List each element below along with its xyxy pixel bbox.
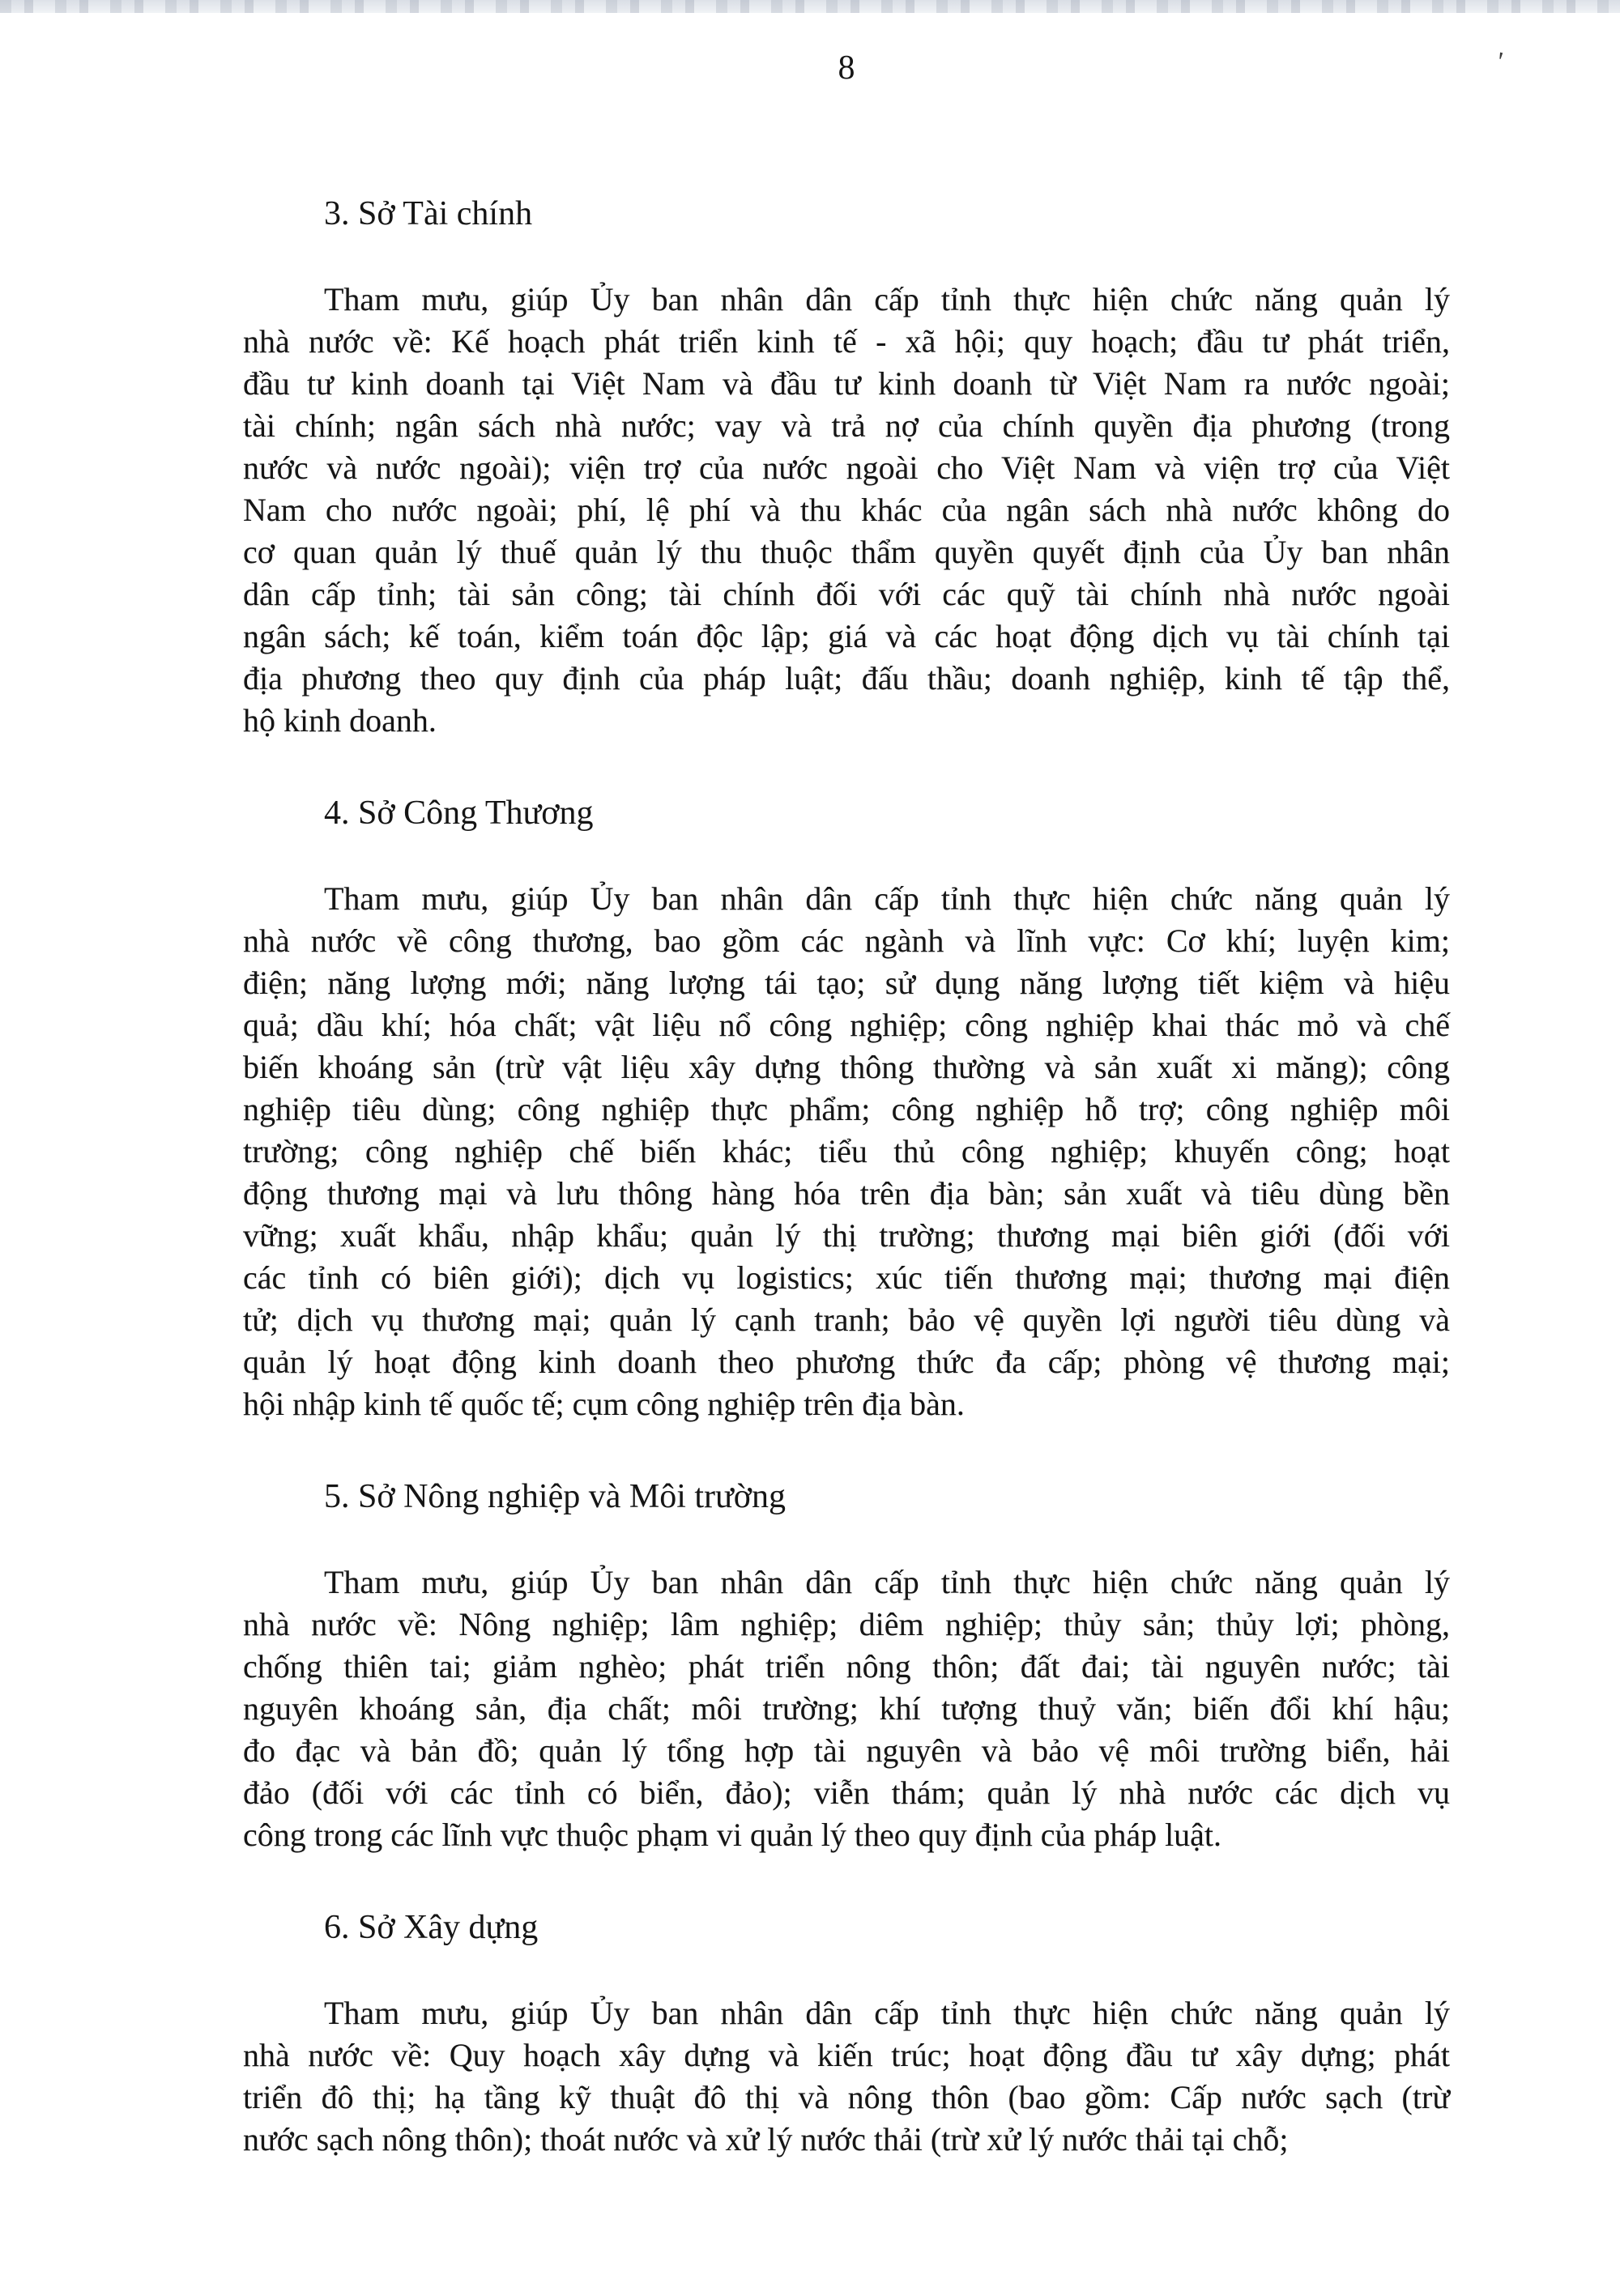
text-line: Nam cho nước ngoài; phí, lệ phí và thu khác của ngân sách nhà nước không do xyxy=(243,492,1450,528)
text-line: địa phương theo quy định của pháp luật; đấu thầu; doanh nghiệp, kinh tế tập thể, xyxy=(243,660,1450,696)
text-line: nhà nước về: Quy hoạch xây dựng và kiến trúc; hoạt động đầu tư xây dựng; phát xyxy=(243,2037,1450,2073)
section-heading: 4. Sở Công Thương xyxy=(324,794,594,832)
text-line: tài chính; ngân sách nhà nước; vay và trả nợ của chính quyền địa phương (trong xyxy=(243,407,1450,444)
text-line: đảo (đối với các tỉnh có biển, đảo); viễn thám; quản lý nhà nước các dịch vụ xyxy=(243,1774,1450,1811)
section-so-tai-chinh xyxy=(243,193,1450,742)
section-so-cong-thuong xyxy=(243,792,1450,1425)
text-line: dân cấp tỉnh; tài sản công; tài chính đối với các quỹ tài chính nhà nước ngoài xyxy=(243,576,1450,612)
text-line: biến khoáng sản (trừ vật liệu xây dựng thông thường và sản xuất xi măng); công xyxy=(243,1049,1450,1085)
text-line: các tỉnh có biên giới); dịch vụ logistics; xúc tiến thương mại; thương mại điện xyxy=(243,1259,1450,1296)
section-paragraph xyxy=(243,1561,1450,1856)
corner-mark: ' xyxy=(1494,46,1506,78)
section-paragraph xyxy=(243,878,1450,1425)
text-line: nguyên khoáng sản, địa chất; môi trường; khí tượng thuỷ văn; biến đổi khí hậu; xyxy=(243,1690,1450,1727)
text-line: công trong các lĩnh vực thuộc phạm vi quản lý theo quy định của pháp luật. xyxy=(243,1817,1222,1853)
text-line: trường; công nghiệp chế biến khác; tiểu thủ công nghiệp; khuyến công; hoạt xyxy=(243,1133,1450,1169)
scan-noise-band xyxy=(0,0,1620,13)
text-line: điện; năng lượng mới; năng lượng tái tạo; sử dụng năng lượng tiết kiệm và hiệu xyxy=(243,965,1450,1001)
text-line: Tham mưu, giúp Ủy ban nhân dân cấp tỉnh thực hiện chức năng quản lý xyxy=(324,1564,1450,1600)
text-line: Tham mưu, giúp Ủy ban nhân dân cấp tỉnh thực hiện chức năng quản lý xyxy=(324,281,1450,317)
text-line: nước sạch nông thôn); thoát nước và xử lý nước thải (trừ xử lý nước thải tại chỗ; xyxy=(243,2121,1289,2158)
section-so-nong-nghiep-va-moi-truong xyxy=(243,1476,1450,1856)
text-line: nước và nước ngoài); viện trợ của nước ngoài cho Việt Nam và viện trợ của Việt xyxy=(243,449,1450,486)
text-line: nhà nước về: Kế hoạch phát triển kinh tế - xã hội; quy hoạch; đầu tư phát triển, xyxy=(243,323,1450,360)
text-line: Tham mưu, giúp Ủy ban nhân dân cấp tỉnh thực hiện chức năng quản lý xyxy=(324,880,1450,917)
text-line: hội nhập kinh tế quốc tế; cụm công nghiệp trên địa bàn. xyxy=(243,1386,965,1422)
text-line: quả; dầu khí; hóa chất; vật liệu nổ công nghiệp; công nghiệp khai thác mỏ và chế xyxy=(243,1007,1450,1043)
section-so-xay-dung xyxy=(243,1906,1450,2161)
text-line: chống thiên tai; giảm nghèo; phát triển nông thôn; đất đai; tài nguyên nước; tài xyxy=(243,1648,1450,1685)
text-line: Tham mưu, giúp Ủy ban nhân dân cấp tỉnh thực hiện chức năng quản lý xyxy=(324,1995,1450,2031)
text-line: triển đô thị; hạ tầng kỹ thuật đô thị và nông thôn (bao gồm: Cấp nước sạch (trừ xyxy=(243,2079,1450,2115)
text-line: vững; xuất khẩu, nhập khẩu; quản lý thị trường; thương mại biên giới (đối với xyxy=(243,1217,1450,1254)
text-line: nghiệp tiêu dùng; công nghiệp thực phẩm; công nghiệp hỗ trợ; công nghiệp môi xyxy=(243,1091,1450,1127)
section-heading: 5. Sở Nông nghiệp và Môi trường xyxy=(324,1478,786,1515)
text-line: tử; dịch vụ thương mại; quản lý cạnh tranh; bảo vệ quyền lợi người tiêu dùng và xyxy=(243,1301,1450,1338)
section-paragraph xyxy=(243,1992,1450,2161)
text-line: đầu tư kinh doanh tại Việt Nam và đầu tư kinh doanh từ Việt Nam ra nước ngoài; xyxy=(243,365,1450,402)
text-line: đo đạc và bản đồ; quản lý tổng hợp tài nguyên và bảo vệ môi trường biển, hải xyxy=(243,1732,1450,1769)
section-paragraph xyxy=(243,279,1450,742)
text-line: ngân sách; kế toán, kiểm toán độc lập; giá và các hoạt động dịch vụ tài chính tại xyxy=(243,618,1450,654)
section-heading: 6. Sở Xây dựng xyxy=(324,1909,539,1946)
section-heading: 3. Sở Tài chính xyxy=(324,195,533,232)
text-line: nhà nước về công thương, bao gồm các ngành và lĩnh vực: Cơ khí; luyện kim; xyxy=(243,922,1450,959)
page-content xyxy=(0,47,1620,2161)
text-line: nhà nước về: Nông nghiệp; lâm nghiệp; diêm nghiệp; thủy sản; thủy lợi; phòng, xyxy=(243,1606,1450,1642)
text-line: hộ kinh doanh. xyxy=(243,702,437,739)
text-line: quản lý hoạt động kinh doanh theo phương thức đa cấp; phòng vệ thương mại; xyxy=(243,1344,1450,1380)
text-line: cơ quan quản lý thuế quản lý thu thuộc thẩm quyền quyết định của Ủy ban nhân xyxy=(243,534,1450,570)
page-number: 8 xyxy=(838,49,855,87)
text-line: động thương mại và lưu thông hàng hóa trên địa bàn; sản xuất và tiêu dùng bền xyxy=(243,1175,1450,1212)
